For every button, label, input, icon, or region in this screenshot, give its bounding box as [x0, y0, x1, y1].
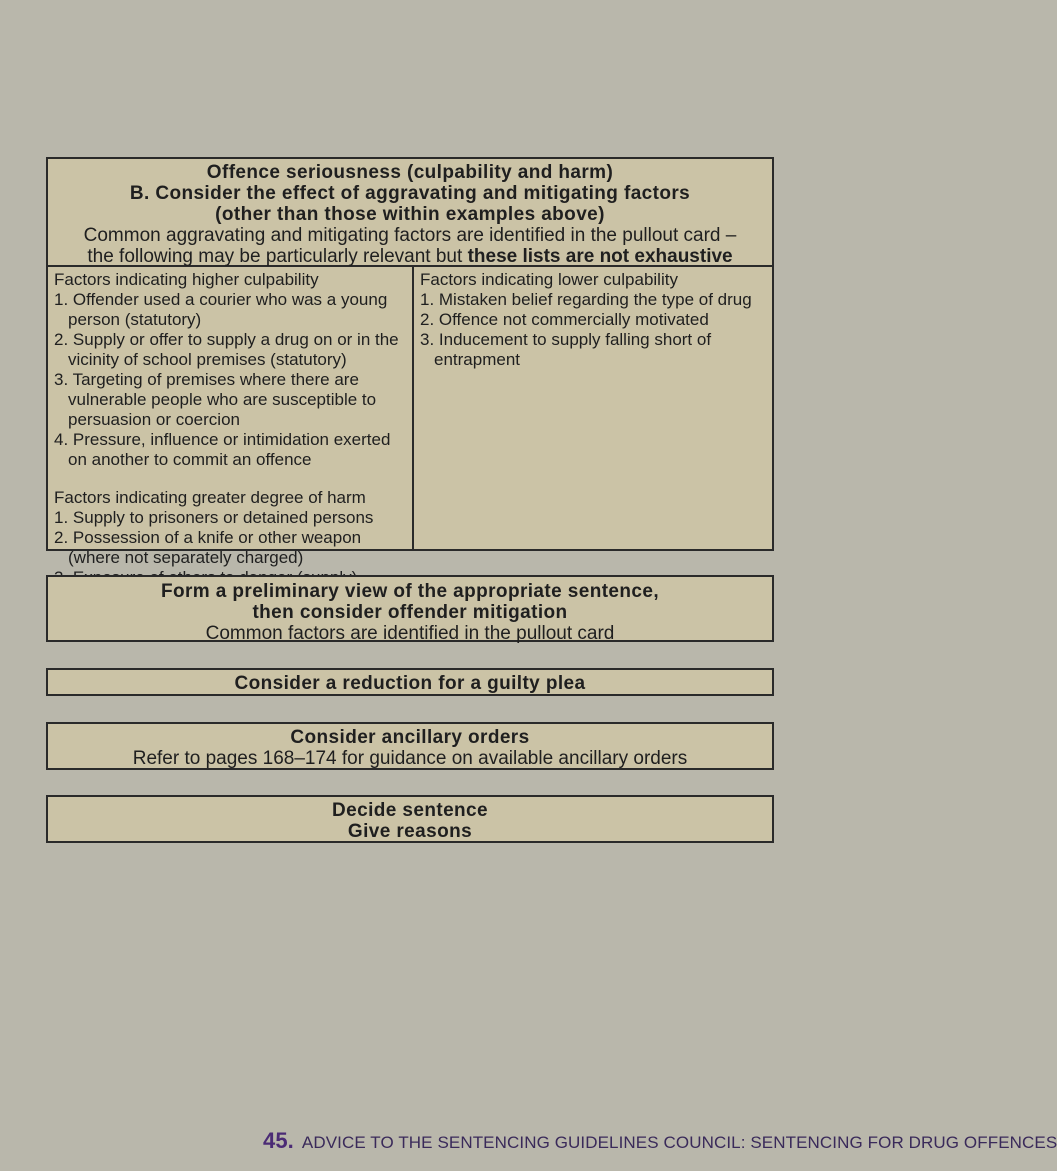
list-item: 4. Pressure, influence or intimidation exerted on another to commit an offence: [54, 430, 391, 469]
list-item: 2. Supply or offer to supply a drug on or in the vicinity of school premises (statutory): [54, 330, 399, 369]
lower-culpability-list: [420, 290, 766, 370]
box-header: [48, 159, 772, 267]
list-item: 1. Supply to prisoners or detained persons: [54, 508, 374, 527]
list-item: 3. Targeting of premises where there are vulnerable people who are susceptible to persuasion or coercion: [54, 370, 377, 429]
decide-line-1: Decide sentence: [332, 800, 488, 821]
ancillary-orders-box: [46, 722, 774, 770]
factor-columns: [48, 267, 772, 567]
page-number: 45.: [263, 1128, 294, 1153]
subtitle-line-2: [48, 246, 772, 267]
title-line-1: Offence seriousness (culpability and harm): [206, 162, 614, 183]
list-item: 1. Mistaken belief regarding the type of drug: [420, 290, 752, 309]
right-column: [414, 267, 772, 549]
greater-harm-title: Factors indicating greater degree of harm: [54, 488, 366, 507]
title-line-3: (other than those within examples above): [215, 204, 605, 225]
preliminary-line-1: Form a preliminary view of the appropriate sentence,: [160, 581, 660, 602]
preliminary-view-box: [46, 575, 774, 642]
list-item: 1. Offender used a courier who was a young person (statutory): [54, 290, 388, 329]
list-item: 2. Offence not commercially motivated: [420, 310, 709, 329]
higher-culpability-list: [54, 290, 406, 470]
preliminary-line-3: Common factors are identified in the pullout card: [205, 623, 615, 644]
guilty-plea-box: [46, 668, 774, 696]
page-footer: [263, 1128, 1057, 1154]
ancillary-line-1: Consider ancillary orders: [290, 727, 530, 748]
title-line-2: B. Consider the effect of aggravating and mitigating factors: [129, 183, 691, 204]
ancillary-line-2: Refer to pages 168–174 for guidance on available ancillary orders: [132, 748, 688, 769]
subtitle-line-2-bold: these lists are not exhaustive: [467, 246, 733, 267]
subtitle-line-1: Common aggravating and mitigating factors are identified in the pullout card –: [83, 225, 737, 246]
guilty-plea-line: Consider a reduction for a guilty plea: [234, 673, 586, 694]
list-item: 2. Possession of a knife or other weapon (where not separately charged): [54, 528, 362, 567]
offence-seriousness-box: [46, 157, 774, 567]
subtitle-line-2-plain: the following may be particularly relevant but: [87, 246, 468, 267]
lower-culpability-title: Factors indicating lower culpability: [420, 270, 678, 289]
decide-sentence-box: [46, 795, 774, 843]
list-item: 3. Inducement to supply falling short of entrapment: [420, 330, 712, 369]
higher-culpability-title: Factors indicating higher culpability: [54, 270, 319, 289]
footer-text: ADVICE TO THE SENTENCING GUIDELINES COUNCIL: SENTENCING FOR DRUG OFFENCES: [301, 1133, 1057, 1152]
decide-line-2: Give reasons: [347, 821, 473, 842]
left-column: [48, 267, 414, 567]
preliminary-line-2: then consider offender mitigation: [252, 602, 568, 623]
